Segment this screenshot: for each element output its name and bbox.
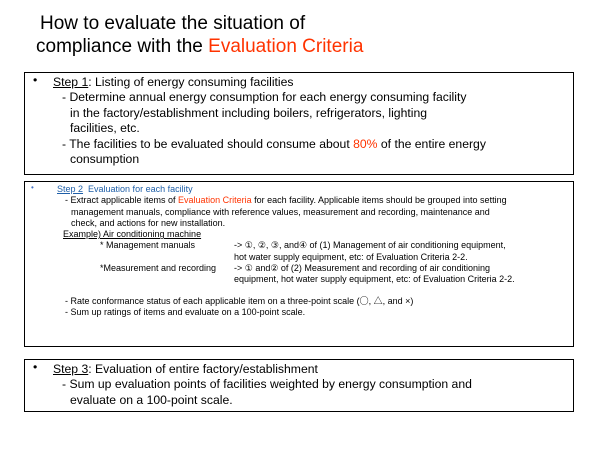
step2-item1-suffix: for each facility. Applicable items should be grouped into setting <box>251 195 507 206</box>
step2-item1-accent: Evaluation Criteria <box>178 195 252 206</box>
step2-item2: - Rate conformance status of each applicable item on a three-point scale (〇, △, and ×) <box>65 295 414 306</box>
step1-heading-text: : Listing of energy consuming facilities <box>88 75 294 89</box>
step2-heading-row <box>25 182 573 195</box>
step3-item1-line1: - Sum up evaluation points of facilities weighted by energy consumption and <box>62 377 472 392</box>
step3-heading <box>25 360 573 377</box>
step1-item1-line2: in the factory/establishment including boilers, refrigerators, lighting <box>70 105 428 120</box>
step2-heading-text: Evaluation for each facility <box>83 184 193 194</box>
step2-bullet: • <box>31 183 34 192</box>
step3-bullet: • <box>33 360 38 374</box>
step2-ex1-cont: hot water supply equipment, etc: of Evaluation Criteria 2-2. <box>234 251 468 262</box>
step3-heading-row <box>25 360 573 377</box>
step2-example-row-2 <box>25 263 573 274</box>
step2-label: Step 2 <box>57 184 84 194</box>
step1-bullet: • <box>33 73 38 87</box>
step3-item1-line2: evaluate on a 100-point scale. <box>70 392 233 407</box>
step2-item1-line2: management manuals, compliance with reference values, measurement and recording, maintenance and <box>71 206 490 217</box>
step1-box <box>24 72 574 175</box>
title-line-1: How to evaluate the situation of <box>40 13 306 34</box>
step2-example-row-1 <box>25 240 573 251</box>
step2-ex1-value: -> ①, ②, ③, and④ of (1) Management of air conditioning equipment, <box>234 240 506 251</box>
step1-item2-accent: 80% <box>353 136 378 151</box>
step1-item2-suffix: of the entire energy <box>377 136 486 151</box>
step1-heading <box>25 73 573 90</box>
step1-heading-row <box>25 73 573 90</box>
step3-label: Step 3 <box>53 362 89 376</box>
step2-spacer <box>25 286 573 296</box>
step3-box <box>24 359 574 412</box>
title-line-2 <box>36 35 596 58</box>
step2-ex2-value: -> ① and② of (2) Measurement and recording of air conditioning <box>234 263 491 274</box>
step1-item2-line2: consumption <box>70 152 140 167</box>
step2-example-text: Example) Air conditioning machine <box>63 229 202 240</box>
step2-item1-line3: check, and actions for new installation. <box>71 217 226 228</box>
step2-ex2-cont: equipment, hot water supply equipment, etc: of Evaluation Criteria 2-2. <box>234 274 515 285</box>
step2-item1 <box>25 195 573 206</box>
step2-item3: - Sum up ratings of items and evaluate on a 100-point scale. <box>65 306 306 317</box>
step2-example-label <box>25 229 573 240</box>
step1-item1-line3: facilities, etc. <box>70 121 140 136</box>
step2-item1-prefix: - Extract applicable items of <box>65 195 179 206</box>
step3-heading-text: : Evaluation of entire factory/establishment <box>88 362 318 376</box>
step1-item2-prefix: - The facilities to be evaluated should consume about <box>62 136 354 151</box>
page-title <box>36 12 596 58</box>
title-accent: Evaluation Criteria <box>208 36 364 57</box>
step2-box <box>24 181 574 347</box>
step2-ex1-label: * Management manuals <box>100 240 196 251</box>
step1-item1-line1: - Determine annual energy consumption for each energy consuming facility <box>62 90 467 105</box>
step2-heading <box>25 182 573 195</box>
title-line-2-prefix: compliance with the <box>36 36 209 57</box>
step2-ex2-label: *Measurement and recording <box>100 263 217 274</box>
step1-item2 <box>25 137 573 152</box>
step1-label: Step 1 <box>53 75 89 89</box>
